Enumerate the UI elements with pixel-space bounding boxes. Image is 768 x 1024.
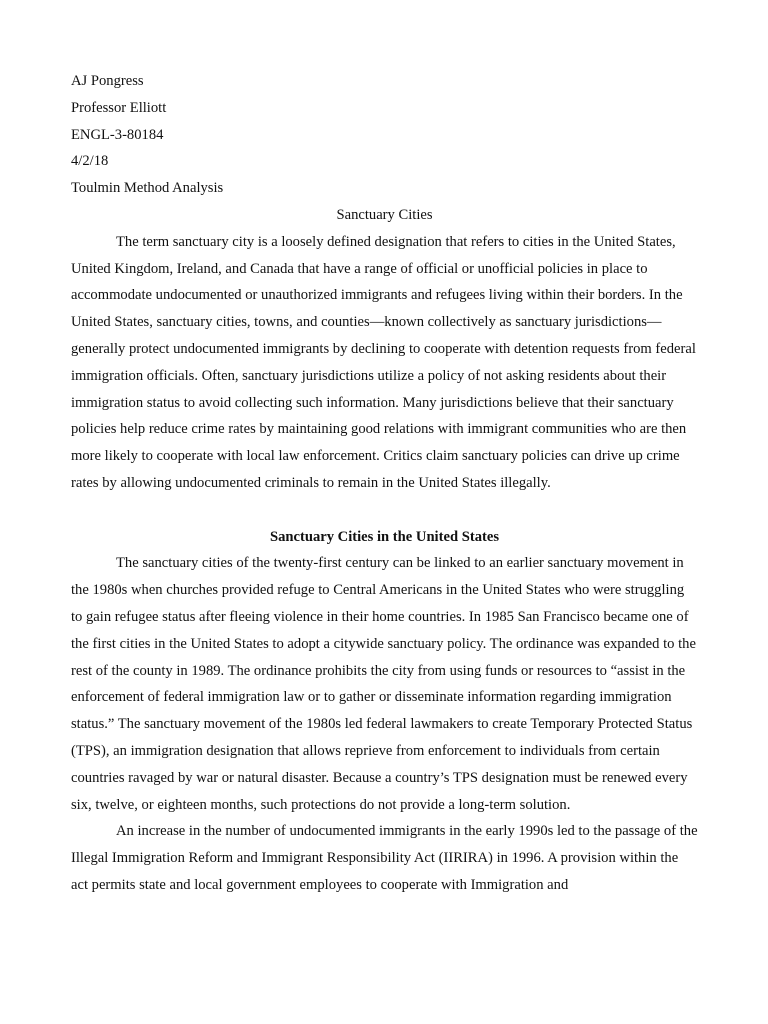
body-paragraph: The sanctuary cities of the twenty-first century can be linked to an earlier sanctuary movement in the 1980s when churches provided refuge to Central Americans in the United States who were struggling to gain refugee status after fleeing violence in their home countries. In 1985 San Francisco became one of the first cities in the United States to adopt a citywide sanctuary policy. The ordinance was expanded to the rest of the county in 1989. The ordinance prohibits the city from using funds or resources to “assist in the enforcement of federal immigration law or to gather or disseminate information regarding immigration status.” The sanctuary movement of the 1980s led federal lawmakers to create Temporary Protected Status (TPS), an immigration designation that allows reprieve from enforcement to individuals from certain countries ravaged by war or natural disaster. Because a country’s TPS designation must be renewed every six, twelve, or eighteen months, such protections do not provide a long-term solution. bbox=[71, 555, 696, 813]
document-date: 4/2/18 bbox=[71, 153, 109, 170]
intro-paragraph: The term sanctuary city is a loosely defined designation that refers to cities in the United States, United Kingdom, Ireland, and Canada that have a range of official or unofficial policies in place to accommodate undocumented or unauthorized immigrants and refugees living within their borders. In the United States, sanctuary cities, towns, and counties—known collectively as sanctuary jurisdictions—generally protect undocumented immigrants by declining to cooperate with detention requests from federal immigration officials. Often, sanctuary jurisdictions utilize a policy of not asking residents about their immigration status to avoid collecting such information. Many jurisdictions believe that their sanctuary policies help reduce crime rates by maintaining good relations with immigrant communities who are then more likely to cooperate with local law enforcement. Critics claim sanctuary policies can drive up crime rates by allowing undocumented criminals to remain in the United States illegally. bbox=[71, 233, 696, 491]
course-code: ENGL-3-80184 bbox=[71, 126, 164, 143]
document-page bbox=[71, 68, 698, 899]
blank-line bbox=[71, 497, 698, 524]
section-heading: Sanctuary Cities in the United States bbox=[269, 528, 500, 545]
assignment-name: Toulmin Method Analysis bbox=[71, 180, 224, 197]
body-paragraph: An increase in the number of undocumented immigrants in the early 1990s led to the passage of the Illegal Immigration Reform and Immigrant Responsibility Act (IIRIRA) in 1996. A provision within the act permits state and local government employees to cooperate with Immigration and bbox=[71, 823, 698, 893]
professor-name: Professor Elliott bbox=[71, 99, 167, 116]
document-title: Sanctuary Cities bbox=[336, 206, 433, 223]
author-name: AJ Pongress bbox=[71, 73, 144, 89]
